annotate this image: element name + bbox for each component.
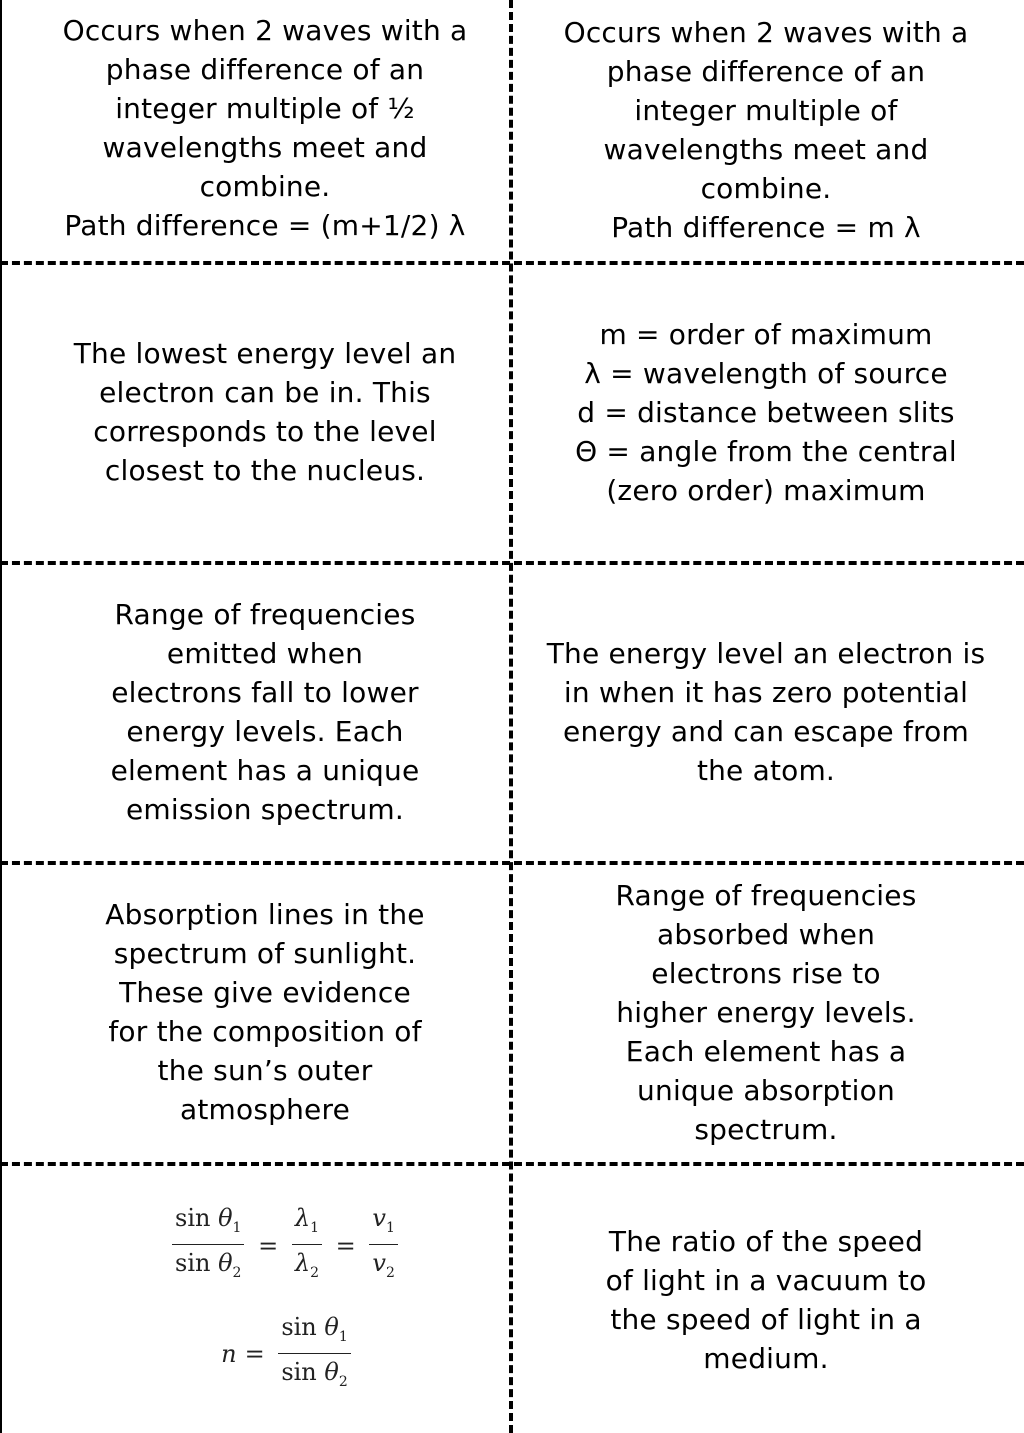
refractive-index-equation: n = $\frac{\sin \theta_1}{\sin \theta_2}$ — [170, 1313, 400, 1396]
card-absorption-spectrum — [520, 872, 1012, 1152]
card-ground-state — [20, 272, 510, 552]
fraction-sin-ratio: $\frac{\sin \theta_1}{\sin \theta_2}$ — [172, 1204, 244, 1287]
card-emission-spectrum — [20, 572, 510, 852]
card-text: The energy level an electron is in when it has zero potential energy and can escape from the atom. — [546, 637, 986, 787]
card-text: Occurs when 2 waves with a phase difference of an integer multiple of ½ wavelengths meet and combine. Path difference = (m+1/2) λ — [62, 14, 468, 242]
card-destructive-interference — [20, 8, 510, 248]
card-text: Range of frequencies absorbed when electrons rise to higher energy levels. Each element has a unique absorption spectrum. — [615, 878, 917, 1146]
card-text: Absorption lines in the spectrum of sunlight. These give evidence for the composition of the sun’s outer atmosphere — [105, 898, 425, 1126]
formula-block — [170, 1204, 400, 1395]
card-ionisation-level — [520, 572, 1012, 852]
sheet-left-border — [0, 0, 2, 1433]
card-fraunhofer-lines — [20, 872, 510, 1152]
horizontal-cut-line — [0, 861, 1024, 865]
card-refractive-index-definition — [520, 1175, 1012, 1425]
card-text: The ratio of the speed of light in a vacuum to the speed of light in a medium. — [605, 1225, 927, 1375]
card-text: Occurs when 2 waves with a phase difference of an integer multiple of wavelengths meet and combine. Path difference = m λ — [563, 16, 969, 244]
card-text: m = order of maximum λ = wavelength of source d = distance between slits Θ = angle from the central (zero order) maximum — [575, 317, 957, 507]
fraction-wavelength-ratio: $\frac{\lambda_1}{\lambda_2}$ — [292, 1204, 322, 1287]
fraction-sin-ratio: $\frac{\sin \theta_1}{\sin \theta_2}$ — [278, 1313, 350, 1396]
horizontal-cut-line — [0, 261, 1024, 265]
card-diffraction-grating-variables — [520, 272, 1012, 552]
snells-law-equation: $\frac{\sin \theta_1}{\sin \theta_2}$ = $\frac{\lambda_1}{\lambda_2}$ = $\frac{v_1}{v_2}$ — [170, 1204, 400, 1287]
card-snells-law-formula — [20, 1175, 510, 1425]
horizontal-cut-line — [0, 561, 1024, 565]
horizontal-cut-line — [0, 1162, 1024, 1166]
card-constructive-interference — [520, 10, 1012, 250]
card-text: Range of frequencies emitted when electrons fall to lower energy levels. Each element has a unique emission spectrum. — [110, 598, 420, 826]
fraction-speed-ratio: $\frac{v_1}{v_2}$ — [369, 1204, 397, 1287]
card-text: The lowest energy level an electron can be in. This corresponds to the level closest to the nucleus. — [73, 337, 457, 487]
